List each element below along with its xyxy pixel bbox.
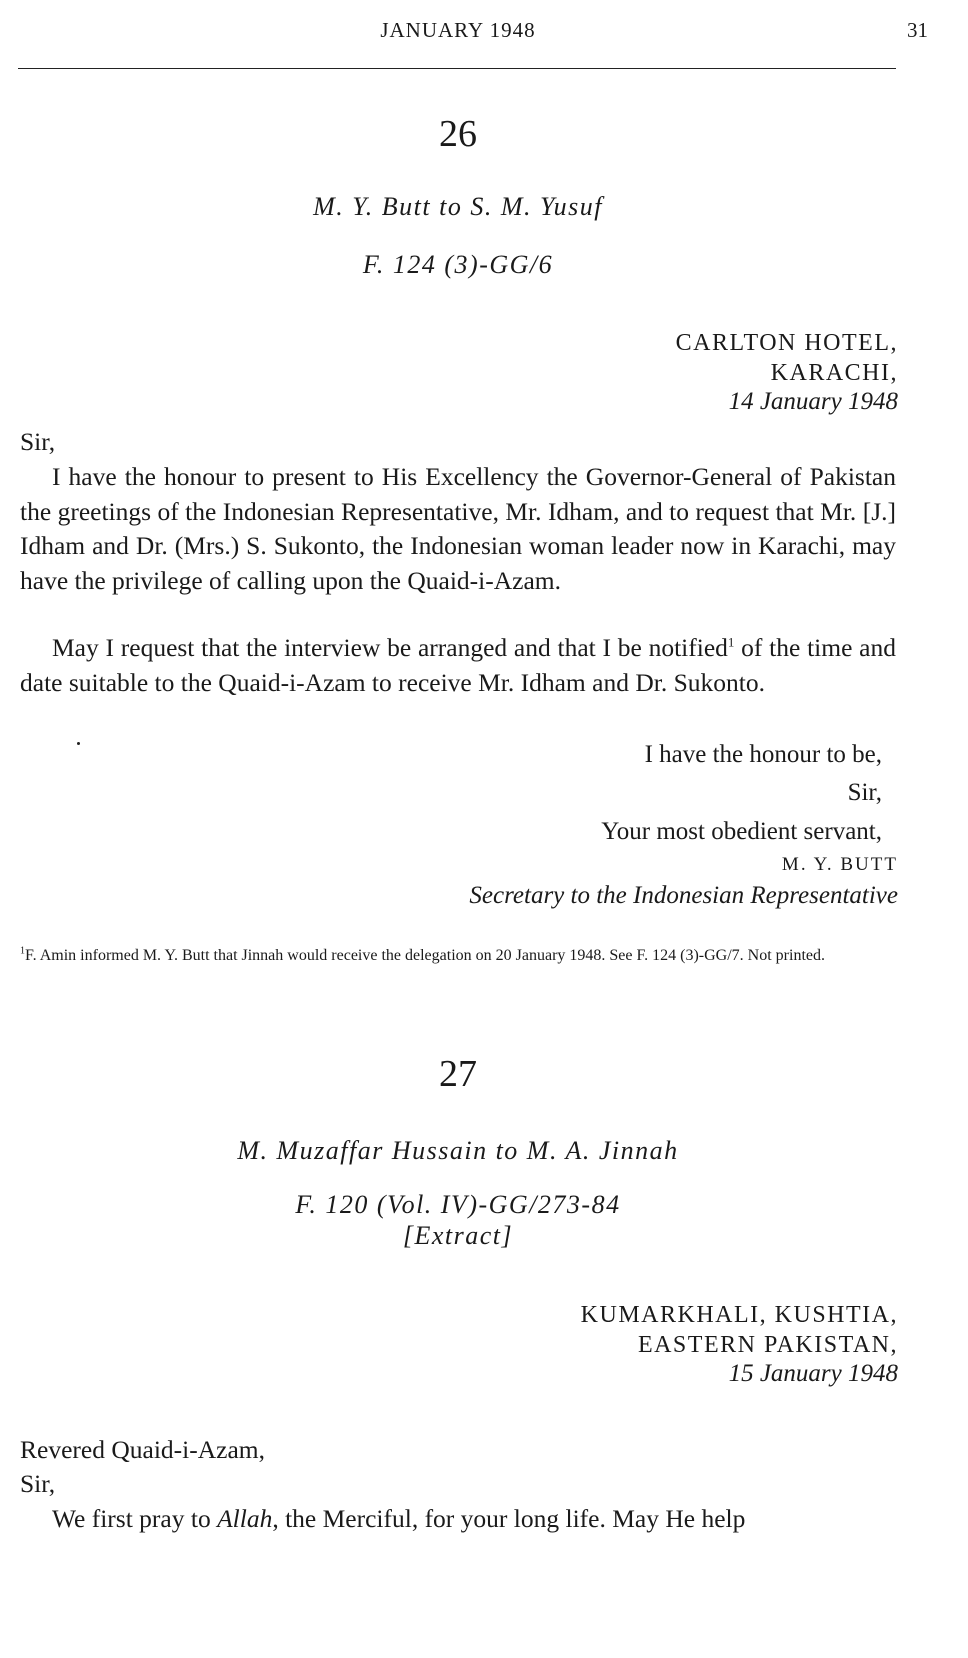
signature-name: M. Y. BUTT	[781, 854, 898, 875]
salutation-2-27: Sir,	[20, 1469, 56, 1498]
address-line-1-27: KUMARKHALI, KUSHTIA,	[580, 1302, 898, 1328]
paragraph-27-text-b: , the Merciful, for your long life. May He help	[272, 1504, 746, 1533]
closing-line-1: I have the honour to be,	[644, 741, 882, 768]
file-reference-27: F. 120 (Vol. IV)-GG/273-84	[295, 1190, 621, 1219]
stray-mark	[77, 742, 80, 745]
paragraph-1-text: I have the honour to present to His Excellency the Governor-General of Pakistan the greetings of the Indonesian Representative, Mr. Idham, and to request that Mr. [J.] Idham and Dr. (Mrs.) S. Sukonto, the Indonesian woman leader now in Karachi, may have the privilege of calling upon the Quaid-i-Azam.	[20, 462, 896, 595]
header-rule	[18, 68, 896, 69]
document-title-27: M. Muzaffar Hussain to M. A. Jinnah	[237, 1136, 679, 1165]
paragraph-1-26	[20, 460, 896, 598]
document-number-26: 26	[439, 113, 477, 155]
paragraph-2-text-b: of the time and date suitable to the Quaid-i-Azam to receive Mr. Idham and Dr. Sukonto.	[20, 633, 896, 697]
closing-line-3: Your most obedient servant,	[601, 818, 882, 845]
document-title-26: M. Y. Butt to S. M. Yusuf	[313, 192, 603, 221]
paragraph-27-text-a: We first pray to	[52, 1504, 218, 1533]
file-reference-26: F. 124 (3)-GG/6	[362, 250, 554, 279]
footnote-mark: 1	[20, 945, 25, 957]
salutation-1-27: Revered Quaid-i-Azam,	[20, 1435, 265, 1464]
salutation-26: Sir,	[20, 427, 56, 456]
paragraph-2-text-a: May I request that the interview be arranged and that I be notified	[52, 633, 728, 662]
address-line-1-26: CARLTON HOTEL,	[675, 330, 898, 356]
address-line-2-27: EASTERN PAKISTAN,	[637, 1332, 898, 1358]
document-number-27: 27	[439, 1053, 477, 1095]
footnote-reference: 1	[727, 634, 735, 650]
address-line-2-26: KARACHI,	[770, 360, 898, 386]
footnote-text: F. Amin informed M. Y. Butt that Jinnah would receive the delegation on 20 January 1948. See F. 124 (3)-GG/7. Not printed.	[25, 947, 825, 964]
letter-date-27: 15 January 1948	[728, 1360, 898, 1387]
extract-label: [Extract]	[402, 1221, 514, 1250]
paragraph-27-allah: Allah	[217, 1504, 273, 1533]
page-number: 31	[907, 18, 928, 42]
letter-date-26: 14 January 1948	[728, 388, 898, 415]
closing-line-2: Sir,	[847, 779, 882, 806]
signature-title: Secretary to the Indonesian Representative	[469, 882, 898, 909]
footnote	[20, 944, 900, 968]
paragraph-2-26	[20, 631, 896, 700]
paragraph-1-27	[20, 1502, 896, 1537]
running-title: JANUARY 1948	[380, 18, 536, 42]
